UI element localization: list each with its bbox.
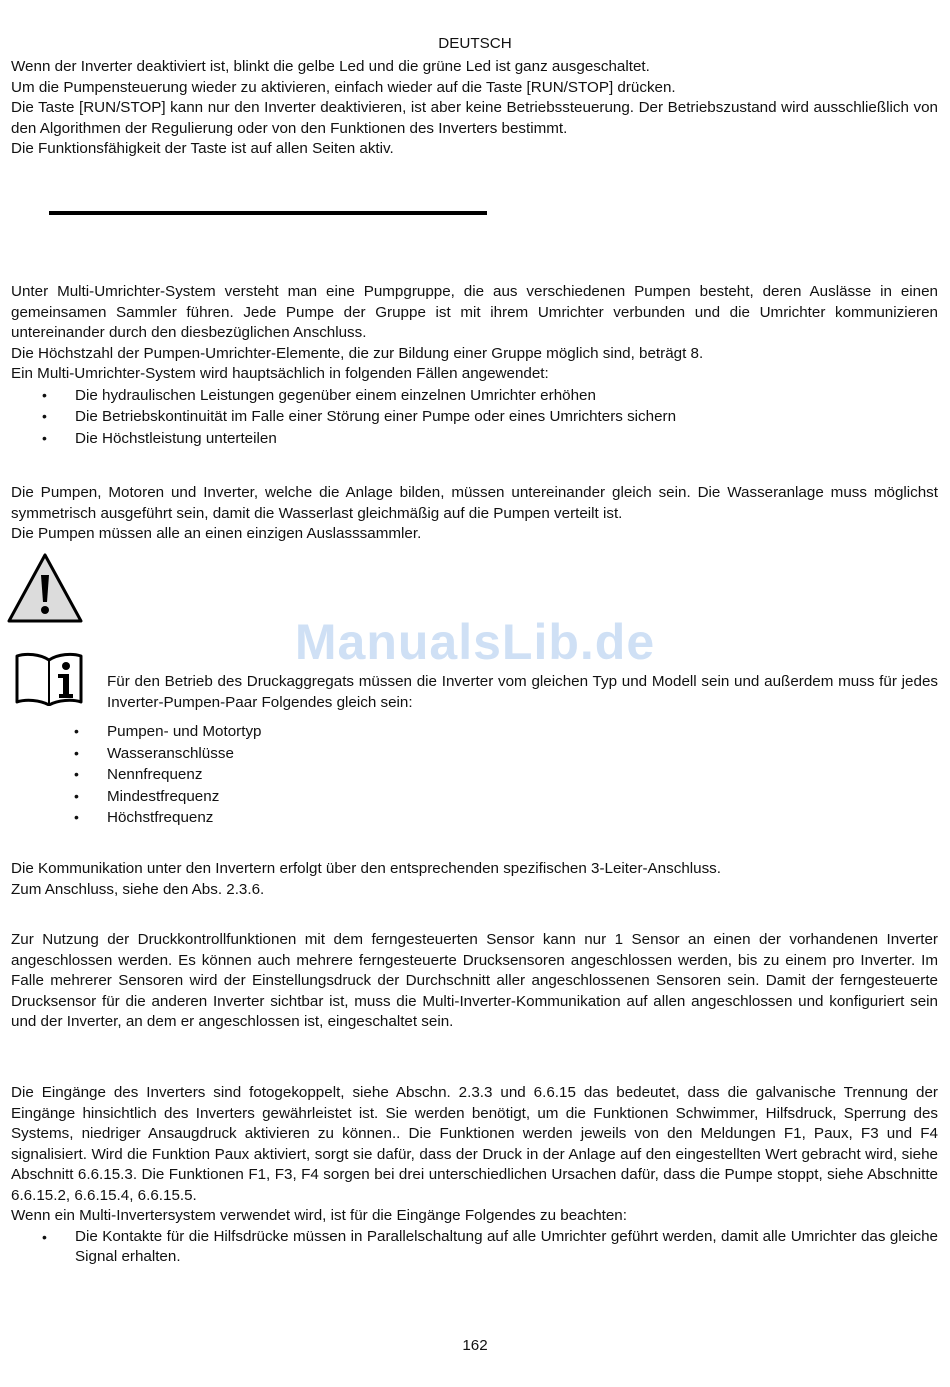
paragraph: Die Höchstzahl der Pumpen-Umrichter-Elemente, die zur Bildung einer Gruppe möglich sind, beträgt 8.	[11, 344, 704, 362]
paragraph: Zum Anschluss, siehe den Abs. 2.3.6.	[11, 880, 265, 898]
list-item: • Die Kontakte für die Hilfsdrücke müssen in Parallelschaltung auf alle Umrichter geführt werden, damit alle Umrichter das gleiche Signal erhalten.	[11, 1227, 938, 1268]
info-book-icon	[14, 650, 84, 706]
section-divider	[49, 211, 487, 215]
communication-section	[11, 859, 938, 900]
list-item: • Pumpen- und Motortyp	[11, 721, 938, 743]
paragraph: Wenn ein Multi-Invertersystem verwendet wird, ist für die Eingänge Folgendes zu beachten:	[11, 1207, 627, 1224]
paragraph: Unter Multi-Umrichter-System versteht man eine Pumpgruppe, die aus verschiedenen Pumpen besteht, deren Auslässe in einen gemeinsamen Sammler führen. Jede Pumpe der Gruppe ist mit ihrem Umrichter verbunden und die Umrichter kommunizieren untereinander durch den diesbezüglichen Anschluss.	[11, 283, 938, 341]
inputs-section	[11, 1083, 938, 1268]
paragraph: Für den Betrieb des Druckaggregats müssen die Inverter vom gleichen Typ und Modell sein und außerdem muss für jedes Inverter-Pumpen-Paar Folgendes gleich sein:	[107, 673, 938, 711]
paragraph: Zur Nutzung der Druckkontrollfunktionen mit dem ferngesteuerten Sensor kann nur 1 Sensor an einen der vorhandenen Inverter angeschlossen werden. Es können auch mehrere ferngesteuerte Drucksensoren angeschlossen werden, bis zu einem pro Inverter. Im Falle mehrerer Sensoren wird der Einstellungsdruck der Durchschnitt aller angeschlossenen Sensoren sein. Damit der ferngesteuerte Drucksensor für die anderen Inverter sichtbar ist, muss die Multi-Inverter-Kommunikation auf allen angeschlossen und konfiguriert sein und der Inverter, an dem er angeschlossen ist, eingeschaltet sein.	[11, 931, 938, 1030]
paragraph: Wenn der Inverter deaktiviert ist, blinkt die gelbe Led und die grüne Led ist ganz ausgeschaltet.	[11, 58, 650, 75]
paragraph: Die Taste [RUN/STOP] kann nur den Inverter deaktivieren, ist aber keine Betriebssteuerung. Der Betriebszustand wird ausschließlich von den Algorithmen der Regulierung oder von den Funktionen des Inverters bestimmt.	[11, 99, 938, 137]
info-note	[107, 657, 938, 728]
paragraph: Die Kommunikation unter den Invertern erfolgt über den entsprechenden spezifischen 3-Leiter-Anschluss.	[11, 860, 721, 877]
list-item: • Höchstfrequenz	[11, 807, 938, 829]
use-cases-list	[11, 385, 938, 450]
list-item: • Die Höchstleistung unterteilen	[11, 428, 938, 450]
paragraph: Die Pumpen müssen alle an einen einzigen Auslasssammler.	[11, 525, 422, 542]
inputs-list	[11, 1227, 938, 1268]
paragraph: Die Pumpen, Motoren und Inverter, welche die Anlage bilden, müssen untereinander gleich sein. Die Wasseranlage muss möglichst symmetrisch ausgeführt sein, damit die Wasserlast gleichmäßig auf die Pumpen verteilt ist.	[11, 484, 938, 522]
paragraph: Die Funktionsfähigkeit der Taste ist auf allen Seiten aktiv.	[11, 140, 394, 157]
list-item: • Die Betriebskontinuität im Falle einer Störung einer Pumpe oder eines Umrichters sichern	[11, 406, 938, 428]
list-item: • Wasseranschlüsse	[11, 743, 938, 765]
paragraph: Die Eingänge des Inverters sind fotogekoppelt, siehe Abschn. 2.3.3 und 6.6.15 das bedeutet, dass die galvanische Trennung der Eingänge hinsichtlich des Inverters gewährleistet ist. Sie werden benötigt, um die Funktionen Schwimmer, Hilfsdruck, Sperrung des Systems, niedriger Ansaugdruck aktivieren zu können.. Die Funktionen werden jeweils von den Meldungen F1, Paux, F3 und F4 signalisiert. Wird die Funktion Paux aktiviert, sorgt sie dafür, dass der Druck in der Anlage auf den eingestellten Wert gebracht wird, siehe Abschnitt 6.6.15.3. Die Funktionen F1, F3, F4 sorgen bei drei unterschiedlichen Ursachen dafür, dass die Pumpe stoppt, siehe Abschnitte 6.6.15.2, 6.6.15.4, 6.6.15.5.	[11, 1084, 938, 1204]
watermark: ManualsLib.de	[294, 614, 656, 670]
page-number: 162	[462, 1337, 488, 1354]
language-header: DEUTSCH	[438, 35, 512, 52]
equal-requirements	[11, 721, 938, 829]
symmetry-section	[11, 483, 938, 545]
run-stop-section	[11, 57, 938, 160]
sensor-section	[11, 930, 938, 1033]
paragraph: Um die Pumpensteuerung wieder zu aktivieren, einfach wieder auf die Taste [RUN/STOP] drücken.	[11, 78, 676, 96]
multi-inverter-intro	[11, 282, 938, 449]
paragraph: Ein Multi-Umrichter-System wird hauptsächlich in folgenden Fällen angewendet:	[11, 365, 549, 382]
list-item: • Nennfrequenz	[11, 764, 938, 786]
list-item: • Mindestfrequenz	[11, 786, 938, 808]
list-item: • Die hydraulischen Leistungen gegenüber einem einzelnen Umrichter erhöhen	[11, 385, 938, 407]
equal-items-list	[11, 721, 938, 829]
